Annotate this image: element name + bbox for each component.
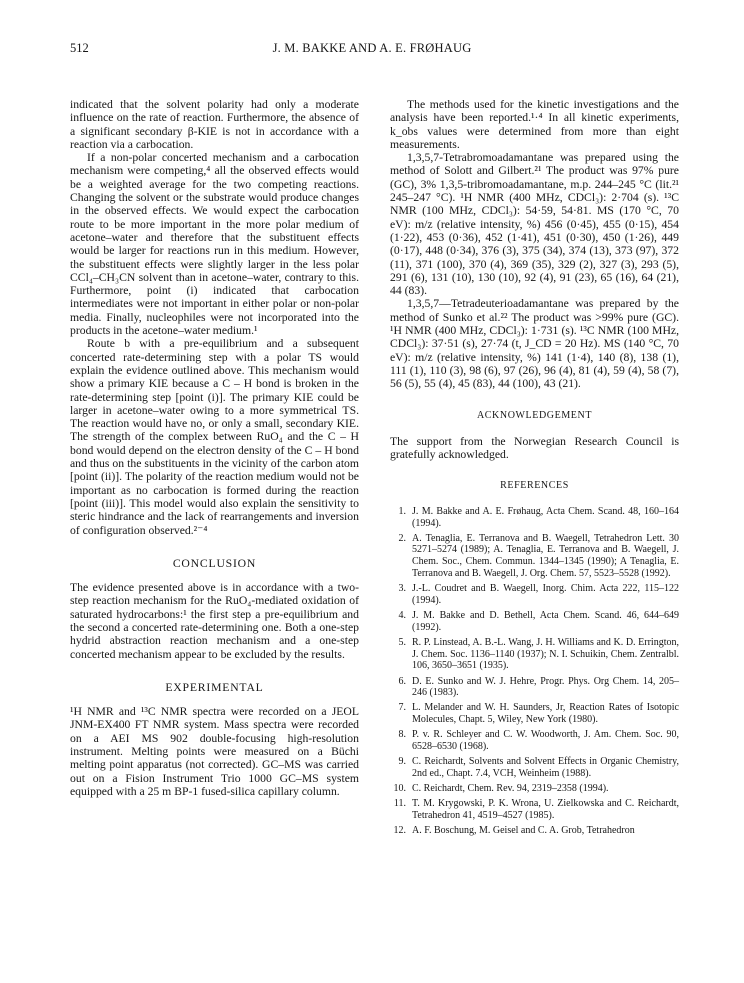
reference-item xyxy=(390,533,679,580)
reference-item xyxy=(390,702,679,726)
reference-text: J.-L. Coudret and B. Waegell, Inorg. Chim. Acta 222, 115–122 (1994). xyxy=(412,583,679,606)
reference-item xyxy=(390,676,679,700)
reference-item xyxy=(390,637,679,672)
reference-text: L. Melander and W. H. Saunders, Jr, Reaction Rates of Isotopic Molecules, Chapt. 5, Wiley, New York (1980). xyxy=(412,702,679,726)
acknowledgement-heading: ACKNOWLEDGEMENT xyxy=(476,409,593,421)
reference-text: P. v. R. Schleyer and C. W. Woodworth, J. Am. Chem. Soc. 90, 6528–6530 (1968). xyxy=(412,729,679,753)
reference-text: J. M. Bakke and D. Bethell, Acta Chem. Scand. 46, 644–649 (1992). xyxy=(412,609,679,633)
reference-text: C. Reichardt, Chem. Rev. 94, 2319–2358 (1994). xyxy=(412,783,609,795)
reference-number: 6. xyxy=(398,675,406,687)
body-paragraph: 1,3,5,7-Tetrabromoadamantane was prepared using the method of Solott and Gilbert.²¹ The product was 97% pure (GC), 3% 1,3,5-tribromoadamantane, m.p. 244–245 °C (lit.²¹ 245–247 °C). ¹H NMR (400 MHz, CDCl₃): 2·704 (s). ¹³C NMR (100 MHz, CDCl₃): 54·59, 54·81. MS (170 °C, 70 eV): m/z (relative intensity, %) 456 (0·45), 455 (0·15), 454 (1·22), 453 (0·36), 452 (1·41), 451 (0·30), 450 (1·26), 449 (0·17), 448 (0·34), 376 (3), 375 (34), 374 (13), 373 (97), 372 (11), 371 (100), 370 (4), 369 (35), 329 (2), 327 (3), 293 (5), 291 (6), 131 (10), 130 (10), 92 (4), 91 (23), 65 (16), 64 (21), 44 (83). xyxy=(390,151,679,298)
reference-item xyxy=(390,825,679,837)
reference-text: A. F. Boschung, M. Geisel and C. A. Grob, Tetrahedron xyxy=(412,825,635,837)
reference-item xyxy=(390,729,679,753)
body-paragraph: 1,3,5,7—Tetradeuterioadamantane was prepared by the method of Sunko et al.²² The product was >99% pure (GC). ¹H NMR (400 MHz, CDCl₃): 1·731 (s). ¹³C NMR (100 MHz, CDCl₃): 37·51 (s), 27·74 (t, J_CD = 20 Hz). MS (140 °C, 70 eV): m/z (relative intensity, %) 141 (1·4), 140 (8), 138 (1), 111 (1), 110 (3), 98 (6), 97 (26), 96 (4), 81 (4), 59 (4), 58 (7), 56 (5), 55 (4), 45 (83), 44 (100), 43 (21). xyxy=(390,297,679,391)
reference-number: 7. xyxy=(398,702,406,714)
right-column xyxy=(390,98,679,840)
body-paragraph: Route b with a pre-equilibrium and a subsequent concerted rate-determining step with a polar TS would explain the evidence outlined above. This mechanism would show a primary KIE because a C – H bond is broken in the rate-determining step [point (i)]. The primary KIE could be larger in acetone–water owing to a more symmetrical TS. The reaction would have no, or only a small, secondary KIE. The strength of the complex between RuO₄ and the C – H bond would depend on the electron density of the C – H bond and thus on the substituents in the vicinity of the carbon atom [point (ii)]. The polarity of the reaction medium would not be important as no carbocation is formed during the reaction [point (iii)]. This model would also explain the sensitivity to steric hindrance and the lack of rearrangements and inversion of configuration observed.²⁻⁴ xyxy=(70,337,359,537)
page-header xyxy=(70,41,674,61)
reference-text: C. Reichardt, Solvents and Solvent Effects in Organic Chemistry, 2nd ed., Chapt. 7.4, VCH, Weinheim (1988). xyxy=(412,756,679,780)
reference-number: 9. xyxy=(398,756,406,768)
running-title: J. M. BAKKE AND A. E. FRØHAUG xyxy=(272,41,472,55)
page-number: 512 xyxy=(70,41,89,55)
references-heading: REFERENCES xyxy=(500,480,569,492)
body-paragraph: The methods used for the kinetic investigations and the analysis have been reported.¹·⁴ In all kinetic experiments, k_obs values were determined from more than eight measurements. xyxy=(390,98,679,151)
conclusion-paragraph: The evidence presented above is in accordance with a two-step reaction mechanism for the RuO₄-mediated oxidation of saturated hydrocarbons:¹ the first step a pre-equilibrium and the second a concerted rate-determining one. Both a one-step hydrid abstraction reaction mechanism and a one-step concerted mechanism appear to be excluded by the results. xyxy=(70,581,359,661)
acknowledgement-paragraph: The support from the Norwegian Research Council is gratefully acknowledged. xyxy=(390,434,679,462)
reference-list xyxy=(390,506,679,837)
reference-item xyxy=(390,798,679,822)
body-paragraph: indicated that the solvent polarity had only a moderate influence on the rate of reaction. Furthermore, the absence of a significant secondary β-KIE is not in accordance with a reaction via a carbocation. xyxy=(70,98,359,151)
reference-item xyxy=(390,756,679,780)
reference-text: T. M. Krygowski, P. K. Wrona, U. Zielkowska and C. Reichardt, Tetrahedron 41, 4519–4527 (1985). xyxy=(412,798,679,822)
reference-number: 1. xyxy=(398,505,406,517)
reference-number: 3. xyxy=(398,583,406,595)
left-column xyxy=(70,98,359,798)
reference-number: 2. xyxy=(398,532,406,544)
reference-text: J. M. Bakke and A. E. Frøhaug, Acta Chem. Scand. 48, 160–164 (1994). xyxy=(412,505,679,529)
reference-item xyxy=(390,506,679,530)
reference-text: D. E. Sunko and W. J. Hehre, Progr. Phys. Org Chem. 14, 205–246 (1983). xyxy=(412,675,679,699)
reference-text: R. P. Linstead, A. B.-L. Wang, J. H. Williams and K. D. Errington, J. Chem. Soc. 1136–1140 (1937); N. I. Schuikin, Chem. Zentralbl. 106, 3650–3651 (1935). xyxy=(412,636,679,672)
experimental-heading: EXPERIMENTAL xyxy=(165,680,264,694)
reference-number: 10. xyxy=(393,783,406,795)
reference-item xyxy=(390,610,679,634)
reference-text: A. Tenaglia, E. Terranova and B. Waegell, Tetrahedron Lett. 30 5271–5274 (1989); A. Tenaglia, E. Terranova and B. Waegell, J. Chem. Soc., Chem. Commun. 1344–1345 (1990); A Tenaglia, E. Terranova and B. Waegell, J. Org. Chem. 57, 5523–5528 (1992). xyxy=(412,532,679,579)
reference-item xyxy=(390,783,679,795)
reference-number: 11. xyxy=(393,798,406,810)
conclusion-heading: CONCLUSION xyxy=(172,556,257,570)
reference-number: 4. xyxy=(398,609,406,621)
experimental-paragraph: ¹H NMR and ¹³C NMR spectra were recorded on a JEOL JNM-EX400 FT NMR system. Mass spectra were recorded on a AEI MS 902 double-focusing high-resolution instrument. Melting points were measured on a Büchi melting point apparatus (not corrected). GC–MS was carried out on a Fision Instrument Trio 1000 GC–MS system equipped with a 25 m BP-1 fused-silica capillary column. xyxy=(70,705,359,798)
reference-number: 12. xyxy=(393,825,406,837)
body-paragraph: If a non-polar concerted mechanism and a carbocation mechanism were competing,⁴ all the observed effects would be a weighted average for the two competing reactions. Changing the solvent or the substrate would produce changes in the observed effects. We would expect the carbocation route to be more important in the more polar medium of acetone–water and therefore that the substituent effects would be larger for reactions run in this medium. However, the substituent effects were slightly larger in the less polar CCl₄–CH₃CN solvent than in acetone–water, contrary to this. Furthermore, point (i) indicated that carbocation intermediates were not important in either polar or non-polar media. Finally, nucleophiles were not incorporated into the products in the acetone–water medium.¹ xyxy=(70,151,359,338)
reference-number: 5. xyxy=(398,636,406,648)
reference-number: 8. xyxy=(398,729,406,741)
reference-item xyxy=(390,583,679,607)
